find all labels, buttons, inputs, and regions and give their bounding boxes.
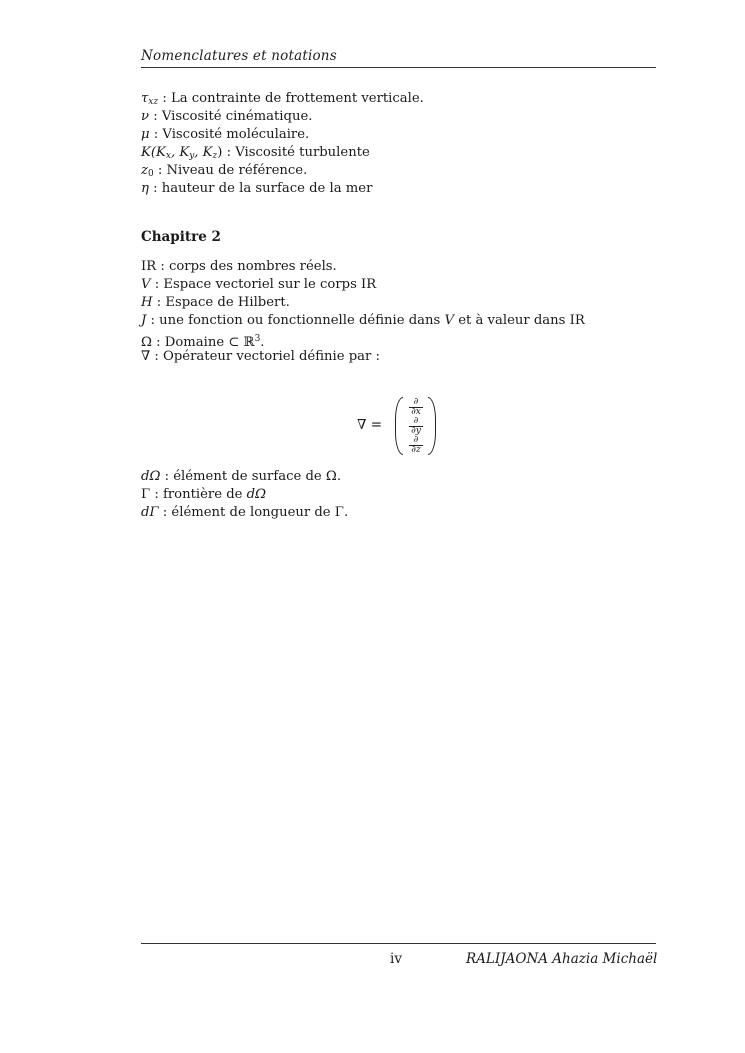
notation-item: Ω : Domaine ⊂ ℝ$^3$. [141, 334, 265, 350]
nabla-equation [357, 397, 457, 457]
partial-derivative-vector [406, 398, 426, 455]
equation-lhs: ∇ = [357, 417, 383, 433]
notation-item: $z_0$ : Niveau de référence. [141, 163, 308, 179]
right-paren [428, 397, 436, 455]
notation-item: dΓ : élément de longueur de Γ. [141, 505, 349, 520]
notation-list-chapter1 [141, 90, 656, 198]
notation-item: Γ : frontière de dΩ [141, 487, 267, 502]
notation-item: IR : corps des nombres réels. [141, 259, 337, 274]
notation-item: μ : Viscosité moléculaire. [141, 127, 310, 142]
notation-item: ∇ : Opérateur vectoriel définie par : [141, 349, 380, 364]
running-header: Nomenclatures et notations [141, 48, 337, 64]
notation-item: ν : Viscosité cinématique. [141, 109, 313, 124]
notation-item: η : hauteur de la surface de la mer [141, 181, 373, 196]
partial-z: ∂ ∂z [406, 436, 426, 454]
author-name: RALIJAONA Ahazia Michaël [466, 951, 658, 967]
notation-item: H : Espace de Hilbert. [141, 295, 290, 310]
footer-rule [141, 943, 656, 944]
header-rule [141, 67, 656, 68]
partial-x: ∂ ∂x [406, 398, 426, 416]
notation-item: J : une fonction ou fonctionnelle définie dans V et à valeur dans IR [141, 313, 585, 328]
notation-list-chapter2 [141, 258, 656, 366]
notation-item: V : Espace vectoriel sur le corps IR [141, 277, 377, 292]
page-number: iv [390, 951, 402, 967]
left-paren [395, 397, 403, 455]
chapter-heading: Chapitre 2 [141, 229, 221, 245]
partial-y: ∂ ∂y [406, 417, 426, 435]
notation-item: $K(K_x$, $K_y$, $K_z$) : Viscosité turbulente [141, 145, 370, 161]
notation-item: dΩ : élément de surface de Ω. [141, 469, 342, 484]
notation-item: $\tau_{xz}$ : La contrainte de frottement verticale. [141, 91, 424, 107]
notation-list-domain [141, 468, 656, 522]
